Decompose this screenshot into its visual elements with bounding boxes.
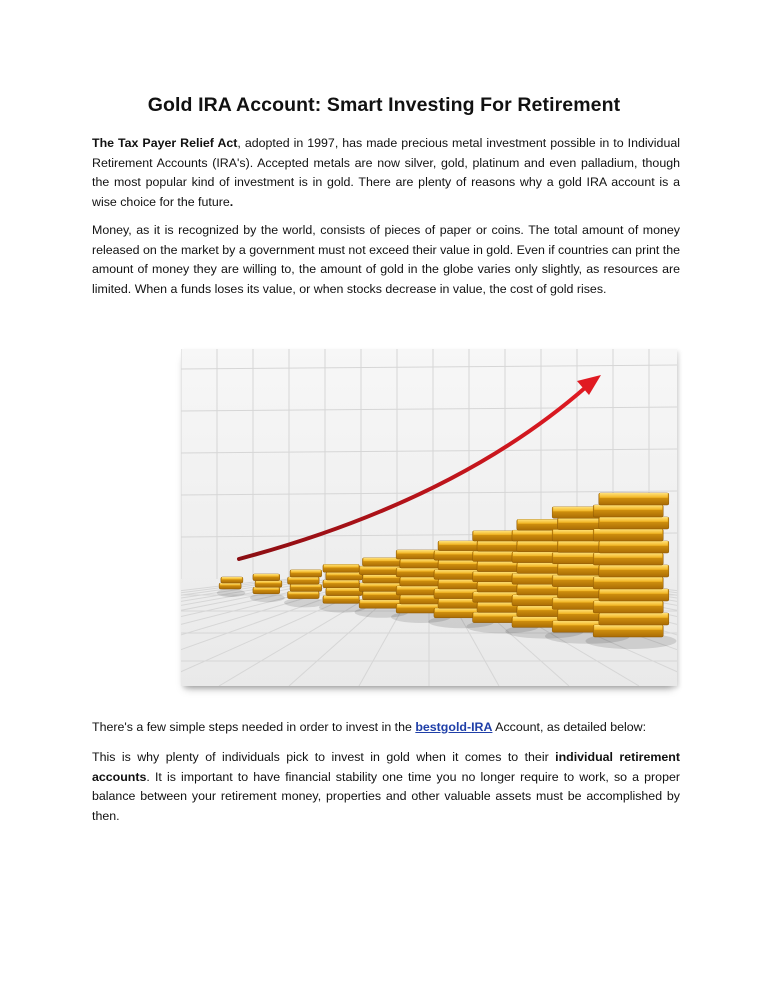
gold-bar-stack: [284, 570, 325, 608]
gold-bar-stack: [217, 577, 246, 597]
paragraph-text: , adopted in 1997, has made precious metal investment possible in to Individual Retirement Accounts (IRA's). Accepted metals are now silver, gold, platinum and even palladium, though the most popular kind of investment is in gold. There are plenty of reasons why a gold IRA account is a wise choice for the future: [92, 136, 680, 209]
paragraph-end: .: [229, 194, 234, 209]
gold-bars-chart-image: [181, 349, 677, 686]
retirement-accounts-bold: individual retirement accounts: [92, 750, 680, 784]
bestgold-ira-link[interactable]: bestgold-IRA: [415, 720, 493, 734]
gold-bar-stack: [250, 574, 285, 602]
paragraph-steps: [92, 718, 680, 738]
retirement-text-before: This is why plenty of individuals pick to invest in gold when it comes to their: [92, 750, 556, 764]
gold-bar-stack: [586, 493, 677, 649]
steps-text-before: There's a few simple steps needed in order to invest in the: [92, 720, 416, 734]
page-title: Gold IRA Account: Smart Investing For Retirement: [147, 94, 621, 116]
tax-relief-act-label: The Tax Payer Relief Act: [92, 136, 238, 150]
paragraph-money: Money, as it is recognized by the world, consists of pieces of paper or coins. The total amount of money released on the market by a government must not exceed their value in gold. Even if countries can print the amount of money they are willing to, the amount of gold in the globe varies only slightly, as resources are limited. When a funds loses its value, or when stocks decrease in value, the cost of gold rises.: [92, 223, 680, 296]
gold-bars-illustration: [181, 349, 677, 686]
steps-text-after: Account, as detailed below:: [492, 720, 647, 734]
retirement-text-after: . It is important to have financial stability one time you no longer require to work, so a proper balance between your retirement money, properties and other valuable assets must be accomplished by then.: [92, 769, 680, 823]
paragraph-tax-relief: [92, 134, 680, 212]
paragraph-retirement: [92, 748, 680, 826]
